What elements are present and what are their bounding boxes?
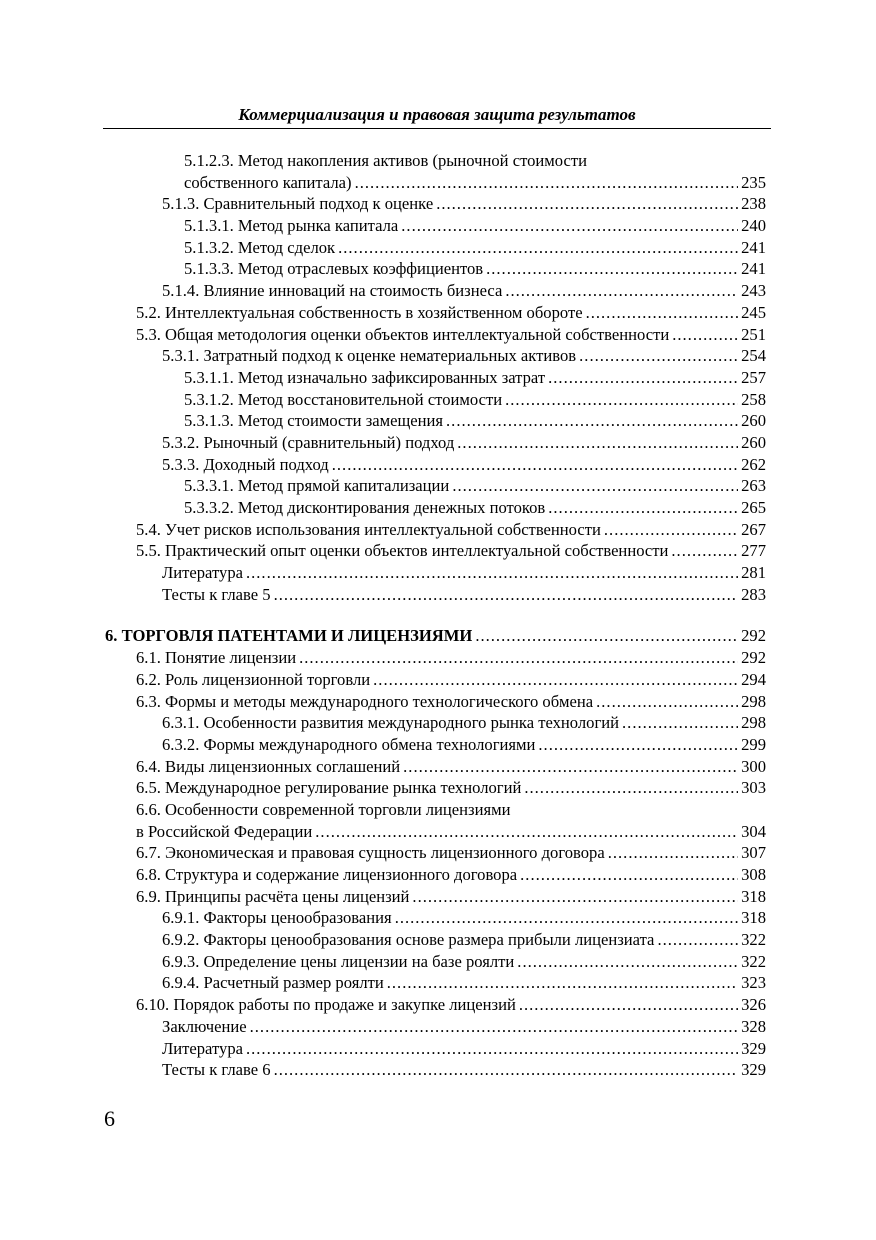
toc-entry-page: 254 (741, 346, 766, 366)
toc-entry-title: 6.3.1. Особенности развития международного рынка технологий (162, 713, 620, 733)
toc-entry-page: 292 (741, 648, 766, 668)
toc-entry-page: 298 (741, 713, 766, 733)
toc-entry[interactable] (0, 497, 876, 519)
toc-entry-page: 329 (741, 1060, 766, 1080)
toc-entry-page: 243 (741, 281, 766, 301)
dot-leader (403, 756, 738, 778)
toc-entry[interactable] (0, 1038, 876, 1060)
toc-entry-title: Литература (162, 563, 243, 583)
toc-entry-page: 277 (741, 541, 766, 561)
toc-entry-page: 238 (741, 194, 766, 214)
toc-entry[interactable] (0, 367, 876, 389)
toc-entry-page: 328 (741, 1016, 766, 1036)
toc-entry[interactable] (0, 475, 876, 497)
toc-entry-page: 245 (741, 302, 766, 322)
toc-entry-page: 257 (741, 367, 766, 387)
toc-entry-page: 258 (741, 389, 766, 409)
toc-entry[interactable] (0, 734, 876, 756)
toc-entry[interactable] (0, 886, 876, 908)
toc-entry-title: 6.9.3. Определение цены лицензии на базе роялти (162, 951, 515, 971)
toc-entry[interactable] (0, 389, 876, 411)
toc-entry-title: 5.1.2.3. Метод накопления активов (рыночной стоимости (184, 151, 587, 170)
toc-entry-page: 267 (741, 519, 766, 539)
toc-entry-title: 5.3.1.3. Метод стоимости замещения (184, 411, 444, 431)
dot-leader (315, 821, 738, 843)
dot-leader (446, 410, 738, 432)
toc-entry-page: 299 (741, 734, 766, 754)
toc-entry-title: 5.3.1.1. Метод изначально зафиксированных затрат (184, 367, 546, 387)
toc-entry[interactable] (0, 258, 876, 280)
running-header: Коммерциализация и правовая защита результатов (238, 105, 636, 124)
dot-leader (548, 367, 738, 389)
toc-entry-page: 292 (741, 626, 766, 646)
toc-entry[interactable] (0, 454, 876, 476)
toc-entry-page: 326 (741, 995, 766, 1015)
toc-entry-title: 6.6. Особенности современной торговли лицензиями (136, 799, 511, 819)
toc-entry-page: 283 (741, 584, 766, 604)
toc-entry-title: 6.9. Принципы расчёта цены лицензий (136, 886, 410, 906)
dot-leader (332, 454, 738, 476)
dot-leader (596, 691, 738, 713)
toc-entry-title: 6.5. Международное регулирование рынка технологий (136, 778, 522, 798)
dot-leader (436, 193, 738, 215)
toc-chapter-entry[interactable] (0, 625, 876, 647)
dot-leader (246, 1038, 738, 1060)
dot-leader (657, 929, 738, 951)
toc-entry-title: 6. ТОРГОВЛЯ ПАТЕНТАМИ И ЛИЦЕНЗИЯМИ (105, 626, 473, 646)
toc-entry-page: 307 (741, 843, 766, 863)
toc-entry-page: 298 (741, 691, 766, 711)
toc-entry[interactable] (0, 172, 876, 194)
toc-entry[interactable] (0, 907, 876, 929)
toc-entry[interactable] (0, 215, 876, 237)
toc-entry[interactable] (0, 302, 876, 324)
toc-entry-page: 322 (741, 951, 766, 971)
toc-entry-page: 318 (741, 908, 766, 928)
header-rule (103, 128, 771, 129)
toc-entry[interactable] (0, 150, 876, 172)
dot-leader (586, 302, 739, 324)
toc-entry-title: 6.7. Экономическая и правовая сущность лицензионного договора (136, 843, 605, 863)
dot-leader (524, 777, 738, 799)
toc-entry[interactable] (0, 584, 876, 606)
toc-entry[interactable] (0, 280, 876, 302)
toc-entry[interactable] (0, 647, 876, 669)
toc-entry-title: 6.10. Порядок работы по продаже и закупке лицензий (136, 995, 516, 1015)
toc-entry-page: 241 (741, 259, 766, 279)
toc-entry[interactable] (0, 842, 876, 864)
toc-entry-title: 5.3.1. Затратный подход к оценке нематериальных активов (162, 346, 577, 366)
dot-leader (299, 647, 738, 669)
toc-entry-page: 300 (741, 756, 766, 776)
dot-leader (355, 172, 739, 194)
toc-entry[interactable] (0, 864, 876, 886)
toc-entry-page: 260 (741, 432, 766, 452)
dot-leader (486, 258, 738, 280)
toc-entry-page: 308 (741, 865, 766, 884)
toc-entry-page: 304 (741, 821, 766, 841)
dot-leader (401, 215, 738, 237)
toc-entry[interactable] (0, 972, 876, 994)
toc-entry-title: 5.1.4. Влияние инноваций на стоимость бизнеса (162, 281, 503, 301)
toc-entry-title: 6.9.4. Расчетный размер роялти (162, 973, 384, 993)
toc-entry[interactable] (0, 691, 876, 713)
section-gap (0, 605, 876, 625)
toc-entry-title: 6.8. Структура и содержание лицензионного договора (136, 865, 518, 884)
toc-entry-page: 251 (741, 324, 766, 344)
toc-entry-title: 6.4. Виды лицензионных соглашений (136, 756, 401, 776)
toc-entry-title: 5.3.3. Доходный подход (162, 454, 329, 474)
dot-leader (505, 389, 738, 411)
toc-entry-title: 5.4. Учет рисков использования интеллектуальной собственности (136, 519, 601, 539)
toc-entry-page: 318 (741, 886, 766, 906)
toc-entry-title: Литература (162, 1038, 243, 1058)
dot-leader (608, 842, 738, 864)
page-number: 6 (104, 1106, 115, 1131)
toc-entry-title: 5.3. Общая методология оценки объектов интеллектуальной собственности (136, 324, 670, 344)
toc-entry-title: 6.3. Формы и методы международного технологического обмена (136, 691, 594, 711)
toc-entry-page: 263 (741, 476, 766, 496)
toc-entry-title: 5.1.3.2. Метод сделок (184, 237, 336, 257)
toc-entry-title: Тесты к главе 5 (162, 584, 271, 604)
toc-entry[interactable] (0, 951, 876, 973)
dot-leader (452, 475, 738, 497)
toc-entry-title: 6.3.2. Формы международного обмена технологиями (162, 734, 536, 754)
toc-entry-title: в Российской Федерации (136, 821, 313, 841)
toc-entry[interactable] (0, 345, 876, 367)
toc-entry[interactable] (0, 929, 876, 951)
toc-entry[interactable] (0, 821, 876, 843)
toc-entry-page: 240 (741, 216, 766, 236)
toc-entry[interactable] (0, 519, 876, 541)
dot-leader (250, 1016, 738, 1038)
toc-entry[interactable] (0, 540, 876, 562)
toc-entry[interactable] (0, 799, 876, 821)
dot-leader (579, 345, 738, 367)
toc-entry[interactable] (0, 324, 876, 346)
toc-entry-title: 6.2. Роль лицензионной торговли (136, 669, 371, 689)
toc-entry-title: 5.2. Интеллектуальная собственность в хозяйственном обороте (136, 302, 583, 322)
toc-entry-title: Тесты к главе 6 (162, 1060, 271, 1080)
toc-entry-page: 262 (741, 454, 766, 474)
dot-leader (387, 972, 738, 994)
toc-entry[interactable] (0, 1016, 876, 1038)
toc-entry[interactable] (0, 994, 876, 1016)
dot-leader (517, 951, 738, 973)
toc-entry-page: 329 (741, 1038, 766, 1058)
dot-leader (338, 237, 738, 259)
toc-entry[interactable] (0, 193, 876, 215)
toc-entry-page: 241 (741, 237, 766, 257)
toc-entry-title: 5.1.3. Сравнительный подход к оценке (162, 194, 434, 214)
toc-entry-title: 5.1.3.1. Метод рынка капитала (184, 216, 399, 236)
toc-entry-page: 235 (741, 172, 766, 192)
toc-entry-title: Заключение (162, 1016, 247, 1036)
dot-leader (548, 497, 738, 519)
dot-leader (246, 562, 738, 584)
dot-leader (475, 625, 738, 647)
toc-entry-title: 6.9.2. Факторы ценообразования основе размера прибыли лицензиата (162, 930, 655, 950)
toc-entry[interactable] (0, 756, 876, 778)
toc-entry-title: 5.1.3.3. Метод отраслевых коэффициентов (184, 259, 484, 279)
toc-entry[interactable] (0, 432, 876, 454)
toc-entry-title: 5.3.2. Рыночный (сравнительный) подход (162, 432, 455, 452)
dot-leader (671, 540, 738, 562)
toc-entry-title: 6.9.1. Факторы ценообразования (162, 908, 392, 928)
toc-entry[interactable] (0, 669, 876, 691)
toc-entry-page: 281 (741, 563, 766, 583)
dot-leader (412, 886, 738, 908)
toc-entry[interactable] (0, 712, 876, 734)
toc-entry-page: 260 (741, 411, 766, 431)
dot-leader (622, 712, 738, 734)
toc-entry-page: 265 (741, 498, 766, 517)
dot-leader (520, 864, 738, 886)
toc-entry-title: 5.5. Практический опыт оценки объектов интеллектуальной собственности (136, 541, 669, 561)
toc-entry-title: 6.1. Понятие лицензии (136, 648, 297, 668)
toc-entry-title: 5.3.3.1. Метод прямой капитализации (184, 476, 450, 496)
toc-entry-title: собственного капитала) (184, 172, 352, 192)
dot-leader (672, 324, 738, 346)
dot-leader (505, 280, 738, 302)
table-of-contents (0, 150, 876, 1081)
toc-entry[interactable] (0, 777, 876, 799)
toc-entry[interactable] (0, 1059, 876, 1081)
dot-leader (274, 1059, 739, 1081)
toc-entry[interactable] (0, 237, 876, 259)
toc-entry[interactable] (0, 562, 876, 584)
toc-entry-title: 5.3.1.2. Метод восстановительной стоимости (184, 389, 503, 409)
dot-leader (274, 584, 739, 606)
dot-leader (604, 519, 738, 541)
dot-leader (519, 994, 738, 1016)
toc-entry-page: 323 (741, 973, 766, 993)
dot-leader (395, 907, 738, 929)
toc-entry-title: 5.3.3.2. Метод дисконтирования денежных потоков (184, 498, 546, 517)
dot-leader (538, 734, 738, 756)
toc-entry-page: 294 (741, 669, 766, 689)
toc-entry[interactable] (0, 410, 876, 432)
dot-leader (373, 669, 738, 691)
toc-entry-page: 322 (741, 930, 766, 950)
toc-entry-page: 303 (741, 778, 766, 798)
dot-leader (457, 432, 738, 454)
